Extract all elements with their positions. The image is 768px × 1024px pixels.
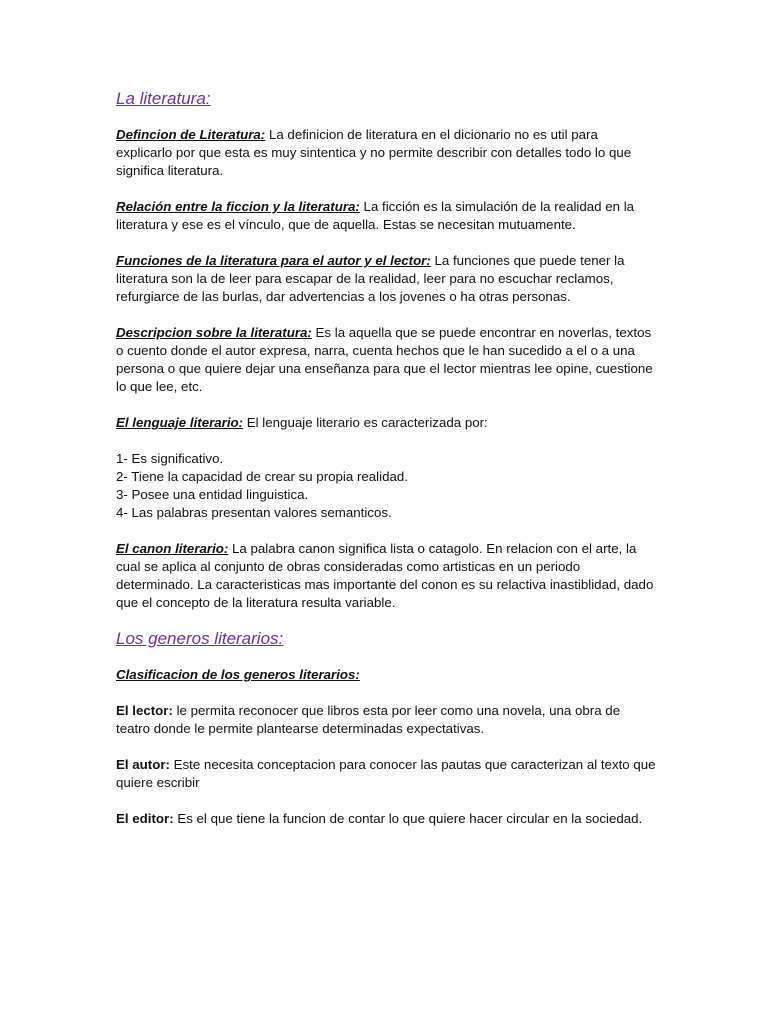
paragraph-relacion <box>116 198 656 234</box>
list-item: 2- Tiene la capacidad de crear su propia realidad. <box>116 469 408 484</box>
lenguaje-list <box>116 450 656 522</box>
paragraph-descripcion <box>116 324 656 396</box>
label-relacion: Relación entre la ficcion y la literatura: <box>116 199 360 214</box>
heading-la-literatura: La literatura: <box>116 89 211 108</box>
heading-generos-literarios: Los generos literarios: <box>116 629 284 648</box>
label-funciones: Funciones de la literatura para el autor y el lector: <box>116 253 431 268</box>
paragraph-lector <box>116 702 656 738</box>
text-funciones: La funciones que puede tener la literatura son la de leer para escapar de la realidad, leer para no escuchar reclamos, refurgiarce de las burlas, dar advertencias a los jovenes o ha otras personas. <box>116 253 625 304</box>
text-autor: Este necesita conceptacion para conocer las pautas que caracterizan al texto que quiere escribir <box>116 757 656 790</box>
text-lenguaje: El lenguaje literario es caracterizada por: <box>243 415 488 430</box>
text-editor: Es el que tiene la funcion de contar lo que quiere hacer circular en la sociedad. <box>173 811 643 826</box>
list-item: 3- Posee una entidad linguistica. <box>116 487 309 502</box>
paragraph-funciones <box>116 252 656 306</box>
paragraph-clasificacion <box>116 666 656 684</box>
paragraph-editor <box>116 810 656 828</box>
list-item: 1- Es significativo. <box>116 451 224 466</box>
paragraph-lenguaje <box>116 414 656 432</box>
text-descripcion: Es la aquella que se puede encontrar en noverlas, textos o cuento donde el autor expresa, narra, cuenta hechos que le han sucedido a el o a una persona o que quiere dejar una enseñanza para que el lector mientras lee opine, cuestione lo que lee, etc. <box>116 325 653 394</box>
label-canon: El canon literario: <box>116 541 229 556</box>
text-lector: le permita reconocer que libros esta por leer como una novela, una obra de teatro donde le permite plantearse determinadas expectativas. <box>116 703 621 736</box>
paragraph-definicion <box>116 126 656 180</box>
label-clasificacion: Clasificacion de los generos literarios: <box>116 667 360 682</box>
paragraph-autor <box>116 756 656 792</box>
label-editor: El editor: <box>116 811 174 826</box>
text-relacion: La ficción es la simulación de la realidad en la literatura y ese es el vínculo, que de aquella. Estas se necesitan mutuamente. <box>116 199 635 232</box>
label-descripcion: Descripcion sobre la literatura: <box>116 325 312 340</box>
text-definicion: La definicion de literatura en el dicionario no es util para explicarlo por que esta es muy sintentica y no permite describir con detalles todo lo que significa literatura. <box>116 127 632 178</box>
label-lenguaje: El lenguaje literario: <box>116 415 244 430</box>
document-page <box>116 88 656 828</box>
text-canon: La palabra canon significa lista o catagolo. En relacion con el arte, la cual se aplica al conjunto de obras consideradas como artisticas en un periodo determinado. La caracteristicas mas importante del conon es su relactiva inastiblidad, dado que el concepto de la literatura resulta variable. <box>116 541 654 610</box>
label-lector: El lector: <box>116 703 173 718</box>
list-item: 4- Las palabras presentan valores semanticos. <box>116 505 392 520</box>
label-definicion: Defincion de Literatura: <box>116 127 266 142</box>
label-autor: El autor: <box>116 757 170 772</box>
paragraph-canon <box>116 540 656 612</box>
